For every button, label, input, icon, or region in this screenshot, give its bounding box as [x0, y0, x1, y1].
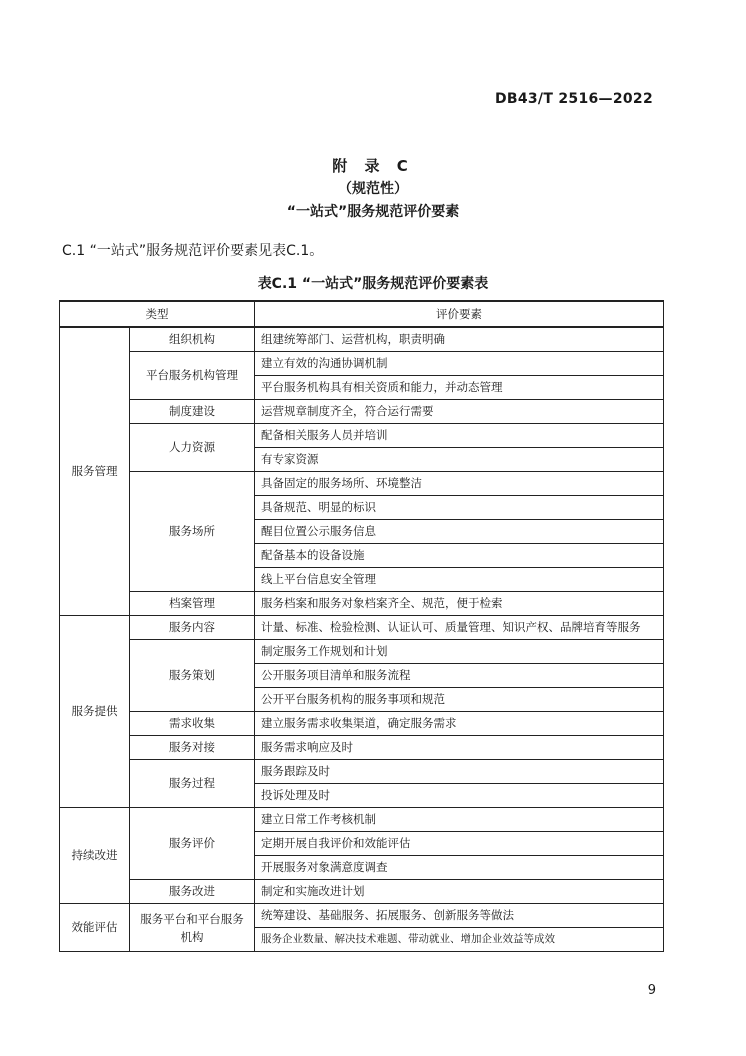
header-requirements: 评价要素 — [255, 301, 664, 327]
requirement-cell: 投诉处理及时 — [255, 784, 664, 808]
requirement-cell: 建立服务需求收集渠道，确定服务需求 — [255, 712, 664, 736]
table-row — [60, 736, 664, 760]
subcategory-cell: 服务过程 — [130, 760, 255, 808]
table-row — [60, 424, 664, 448]
requirement-cell: 公开平台服务机构的服务事项和规范 — [255, 688, 664, 712]
requirement-cell: 服务档案和服务对象档案齐全、规范，便于检索 — [255, 592, 664, 616]
table-row — [60, 400, 664, 424]
requirement-cell: 运营规章制度齐全，符合运行需要 — [255, 400, 664, 424]
table-row — [60, 640, 664, 664]
category-cell: 服务管理 — [60, 327, 130, 616]
requirement-cell: 组建统筹部门、运营机构，职责明确 — [255, 327, 664, 352]
table-row — [60, 760, 664, 784]
table-row — [60, 712, 664, 736]
table-row — [60, 808, 664, 832]
requirement-cell: 制定和实施改进计划 — [255, 880, 664, 904]
requirement-cell: 配备相关服务人员并培训 — [255, 424, 664, 448]
requirement-cell: 公开服务项目清单和服务流程 — [255, 664, 664, 688]
standard-code: DB43/T 2516—2022 — [494, 91, 653, 107]
requirement-cell: 服务企业数量、解决技术难题、带动就业、增加企业效益等成效 — [255, 928, 664, 952]
table-row — [60, 880, 664, 904]
appendix-title: 附 录 C — [332, 157, 414, 175]
table-row — [60, 592, 664, 616]
requirement-cell: 服务需求响应及时 — [255, 736, 664, 760]
requirement-cell: 建立有效的沟通协调机制 — [255, 352, 664, 376]
subcategory-cell: 服务改进 — [130, 880, 255, 904]
requirement-cell: 定期开展自我评价和效能评估 — [255, 832, 664, 856]
subcategory-cell: 人力资源 — [130, 424, 255, 472]
page-number: 9 — [647, 983, 656, 998]
table-header-row — [60, 301, 664, 327]
subcategory-cell: 档案管理 — [130, 592, 255, 616]
requirement-cell: 醒目位置公示服务信息 — [255, 520, 664, 544]
header-type: 类型 — [60, 301, 255, 327]
subcategory-cell: 服务策划 — [130, 640, 255, 712]
requirement-cell: 有专家资源 — [255, 448, 664, 472]
requirement-cell: 具备规范、明显的标识 — [255, 496, 664, 520]
subcategory-cell: 需求收集 — [130, 712, 255, 736]
subcategory-cell: 制度建设 — [130, 400, 255, 424]
requirement-cell: 配备基本的设备设施 — [255, 544, 664, 568]
table-row — [60, 472, 664, 496]
subcategory-cell: 服务内容 — [130, 616, 255, 640]
category-cell: 效能评估 — [60, 904, 130, 952]
clause-c1: C.1 “一站式”服务规范评价要素见表C.1。 — [62, 243, 324, 259]
requirement-cell: 制定服务工作规划和计划 — [255, 640, 664, 664]
requirement-cell: 线上平台信息安全管理 — [255, 568, 664, 592]
category-cell: 服务提供 — [60, 616, 130, 808]
requirement-cell: 平台服务机构具有相关资质和能力，并动态管理 — [255, 376, 664, 400]
requirement-cell: 建立日常工作考核机制 — [255, 808, 664, 832]
subcategory-cell: 服务场所 — [130, 472, 255, 592]
requirement-cell: 计量、标准、检验检测、认证认可、质量管理、知识产权、品牌培育等服务 — [255, 616, 664, 640]
subcategory-cell: 服务对接 — [130, 736, 255, 760]
requirement-cell: 服务跟踪及时 — [255, 760, 664, 784]
requirement-cell: 统筹建设、基础服务、拓展服务、创新服务等做法 — [255, 904, 664, 928]
table-row — [60, 616, 664, 640]
table-caption: 表C.1 “一站式”服务规范评价要素表 — [257, 276, 489, 292]
subcategory-cell: 组织机构 — [130, 327, 255, 352]
category-cell: 持续改进 — [60, 808, 130, 904]
appendix-heading: “一站式”服务规范评价要素 — [286, 204, 460, 220]
subcategory-cell: 平台服务机构管理 — [130, 352, 255, 400]
table-row — [60, 904, 664, 928]
subcategory-cell: 服务平台和平台服务机构 — [130, 904, 255, 952]
requirement-cell: 开展服务对象满意度调查 — [255, 856, 664, 880]
table-row — [60, 352, 664, 376]
requirement-cell: 具备固定的服务场所、环境整洁 — [255, 472, 664, 496]
subcategory-cell: 服务评价 — [130, 808, 255, 880]
table-row — [60, 327, 664, 352]
appendix-nature: （规范性） — [338, 181, 408, 197]
evaluation-table — [59, 300, 664, 952]
